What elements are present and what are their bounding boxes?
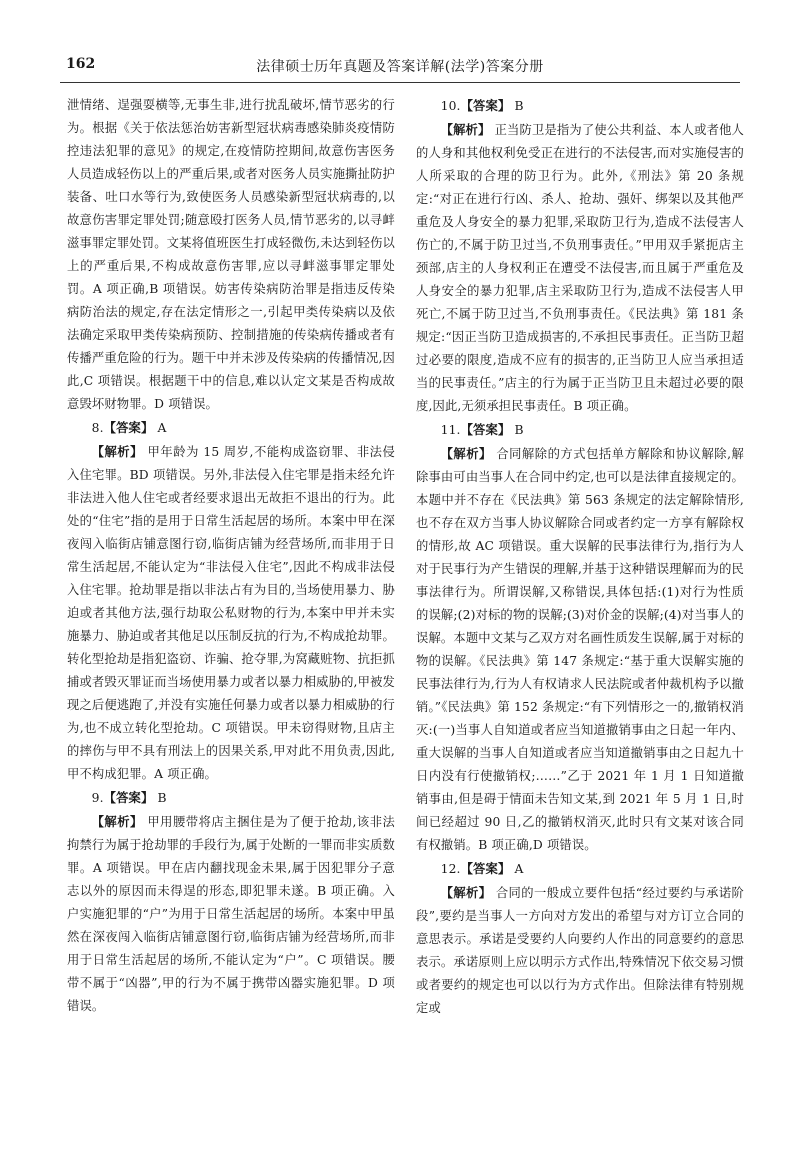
- q8-answer: A: [157, 421, 167, 435]
- q10-explanation-paragraph: [416, 118, 744, 418]
- q11-explanation-paragraph: [416, 442, 744, 857]
- intro-continuation: 泄情绪、逞强耍横等,无事生非,进行扰乱破坏,情节恶劣的行为。根据《关于依法惩治妨害新型冠状病毒感染肺炎疫情防控违法犯罪的意见》的规定,在疫情防控期间,故意伤害医务人员造成轻伤以上的严重后果,或者对医务人员实施撕扯防护装备、吐口水等行为,致使医务人员感染新型冠状病毒的,以故意伤害罪定罪处罚;随意殴打医务人员,情节恶劣的,以寻衅滋事罪定罪处罚。文某将值班医生打成轻微伤,未达到轻伤以上的严重后果,不构成故意伤害罪,应以寻衅滋事罪定罪处罚。A 项正确,B 项错误。妨害传染病防治罪是指违反传染病防治法的规定,存在法定情形之一,引起甲类传染病以及依法确定采取甲类传染病预防、控制措施的传染病传播或者有传播严重危险的行为。题干中并未涉及传染病的传播情况,因此,C 项错误。根据题干中的信息,难以认定文某是否构成故意毁坏财物罪。D 项错误。: [67, 98, 395, 411]
- q12-answer: A: [514, 862, 524, 876]
- q10-answer: B: [514, 99, 524, 113]
- q11-explanation: 合同解除的方式包括单方解除和协议解除,解除事由可由当事人在合同中约定,也可以是法律直接规定的。本题中并不存在《民法典》第 563 条规定的法定解除情形,也不存在双方当事人协议解除合同或者约定一方享有解除权的情形,故 AC 项错误。重大误解的民事法律行为,指行为人对于民事行为产生错误的理解,并基于这种错误理解而为的民事法律行为。所谓误解,又称错误,具体包括:(1)对行为性质的误解;(2)对标的物的误解;(3)对价金的误解;(4)对当事人的误解。本题中文某与乙双方对名画性质发生误解,属于对标的物的误解。《民法典》第 147 条规定:“基于重大误解实施的民事法律行为,行为人有权请求人民法院或者仲裁机构予以撤销。”《民法典》第 152 条规定:“有下列情形之一的,撤销权消灭:(一)当事人自知道或者应当知道撤销事由之日起一年内、重大误解的当事人自知道或者应当知道撤销事由之日起九十日内没有行使撤销权;……”乙于 2021 年 1 月 1 日知道撤销事由,但是碍于情面未告知文某,到 2021 年 5 月 1 日,时间已经超过 90 日,乙的撤销权消灭,此时只有文某对该合同有权撤销。B 项正确,D 项错误。: [416, 447, 744, 852]
- page-number: 162: [66, 56, 96, 72]
- q10-answer-label: 【答案】: [460, 98, 511, 113]
- q11-answer-line: [416, 418, 744, 442]
- q8-answer-line: [67, 416, 395, 440]
- q12-answer-line: [416, 857, 744, 881]
- q12-explanation: 合同的一般成立要件包括“经过要约与承诺阶段”,要约是当事人一方向对方发出的希望与对方订立合同的意思表示。承诺是受要约人向要约人作出的同意要约的意思表示。承诺原则上应以明示方式作出,特殊情况下依交易习惯或者要约的规定也可以以行为方式作出。但除法律有特别规定或: [416, 886, 744, 1015]
- q9-explanation-label: 【解析】: [91, 814, 143, 829]
- q9-number: 9.: [91, 791, 104, 805]
- q11-number: 11.: [440, 423, 461, 437]
- right-column: [416, 94, 744, 1020]
- q12-explanation-paragraph: [416, 881, 744, 1020]
- q10-explanation-label: 【解析】: [440, 122, 491, 137]
- q10-number: 10.: [440, 99, 461, 113]
- q8-explanation-paragraph: [67, 440, 395, 786]
- q11-answer: B: [514, 423, 524, 437]
- q12-explanation-label: 【解析】: [440, 885, 492, 900]
- running-title: 法律硕士历年真题及答案详解(法学)答案分册: [256, 59, 544, 75]
- q9-explanation-paragraph: [67, 810, 395, 1018]
- q8-number: 8.: [91, 421, 104, 435]
- page-header: [60, 48, 740, 78]
- header-rule: [60, 82, 740, 83]
- q9-explanation: 甲用腰带将店主捆住是为了便于抢劫,该非法拘禁行为属于抢劫罪的手段行为,属于处断的一罪而非实质数罪。A 项错误。甲在店内翻找现金未果,属于因犯罪分子意志以外的原因而未得逞的形态,即犯罪未遂。B 项正确。入户实施犯罪的“户”为用于日常生活起居的场所。本案中甲虽然在深夜闯入临街店铺意图行窃,临街店铺为经营场所,而非用于日常生活起居的场所,不能认定为“户”。C 项错误。腰带不属于“凶器”,甲的行为不属于携带凶器实施犯罪。D 项错误。: [67, 815, 395, 1013]
- q8-answer-label: 【答案】: [103, 420, 154, 435]
- q9-answer-label: 【答案】: [103, 790, 154, 805]
- q8-explanation-label: 【解析】: [91, 444, 144, 459]
- q12-number: 12.: [440, 862, 461, 876]
- q11-explanation-label: 【解析】: [440, 446, 492, 461]
- q11-answer-label: 【答案】: [460, 422, 511, 437]
- q8-explanation: 甲年龄为 15 周岁,不能构成盗窃罪、非法侵入住宅罪。BD 项错误。另外,非法侵入住宅罪是指未经允许非法进入他人住宅或者经要求退出无故拒不退出的行为。此处的“住宅”指的是用于日常生活起居的场所。本案中甲在深夜闯入临街店铺意图行窃,临街店铺为经营场所,而非用于日常生活起居,不能认定为“非法侵入住宅”,因此不构成非法侵入住宅罪。抢劫罪是指以非法占有为目的,当场使用暴力、胁迫或者其他方法,强行劫取公私财物的行为,本案中甲并未实施暴力、胁迫或者其他足以压制反抗的行为,不构成抢劫罪。转化型抢劫是指犯盗窃、诈骗、抢夺罪,为窝藏赃物、抗拒抓捕或者毁灭罪证而当场使用暴力或者以暴力相威胁的,甲被发现之后便逃跑了,并没有实施任何暴力或者以暴力相威胁的行为,也不成立转化型抢劫。C 项错误。甲未窃得财物,且店主的摔伤与甲不具有刑法上的因果关系,甲对此不用负责,因此,甲不构成犯罪。A 项正确。: [67, 445, 395, 781]
- q9-answer-line: [67, 786, 395, 810]
- q10-explanation: 正当防卫是指为了使公共利益、本人或者他人的人身和其他权利免受正在进行的不法侵害,而对实施侵害的人所采取的合理的防卫行为。此外,《刑法》第 20 条规定:“对正在进行行凶、杀人、抢劫、强奸、绑架以及其他严重危及人身安全的暴力犯罪,采取防卫行为,造成不法侵害人伤亡的,不属于防卫过当,不负刑事责任。”甲用双手紧扼店主颈部,店主的人身权利正在遭受不法侵害,而且属于严重危及人身安全的暴力犯罪,店主采取防卫行为,造成不法侵害人甲死亡,不属于防卫过当,不负刑事责任。《民法典》第 181 条规定:“因正当防卫造成损害的,不承担民事责任。正当防卫超过必要的限度,造成不应有的损害的,正当防卫人应当承担适当的民事责任。”店主的行为属于正当防卫且未超过必要的限度,因此,无须承担民事责任。B 项正确。: [416, 123, 744, 413]
- q12-answer-label: 【答案】: [460, 861, 511, 876]
- q9-answer: B: [157, 791, 167, 805]
- q10-answer-line: [416, 94, 744, 118]
- left-column: [67, 94, 395, 1018]
